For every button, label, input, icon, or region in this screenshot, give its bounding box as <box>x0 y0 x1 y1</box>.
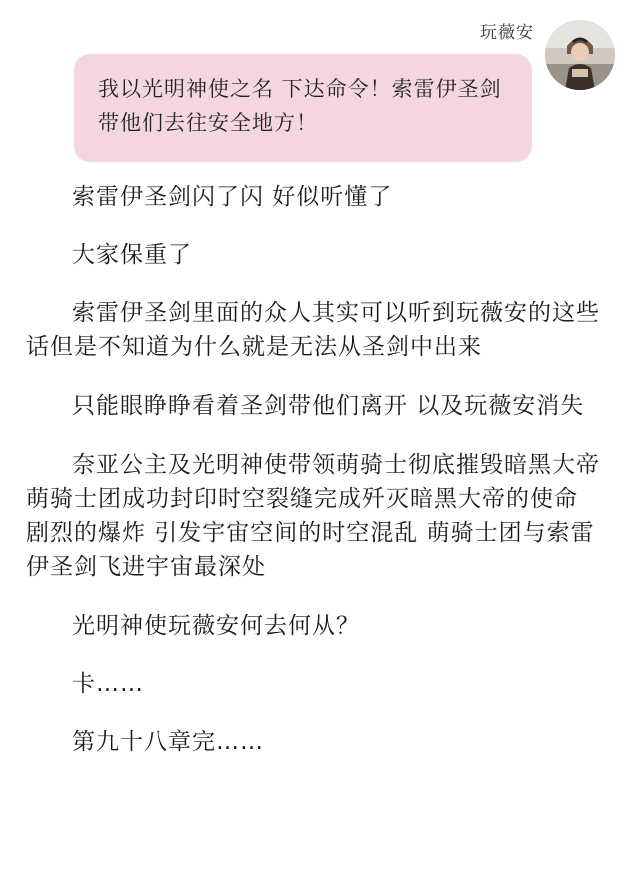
story-paragraph: 索雷伊圣剑里面的众人其实可以听到玩薇安的这些话但是不知道为什么就是无法从圣剑中出来 <box>26 300 600 360</box>
chapter-end-line: 第九十八章完…… <box>72 729 264 755</box>
speaker-name: 玩薇安 <box>480 23 534 43</box>
story-paragraph: 卡…… <box>72 671 144 697</box>
chat-bubble: 我以光明神使之名 下达命令！索雷伊圣剑带他们去往安全地方！ <box>74 54 532 162</box>
story-paragraph: 只能眼睁睁看着圣剑带他们离开 以及玩薇安消失 <box>72 393 585 419</box>
story-paragraph: 奈亚公主及光明神使带领萌骑士彻底摧毁暗黑大帝 萌骑士团成功封印时空裂缝完成歼灭暗黑大帝的使命 剧烈的爆炸 引发宇宙空间的时空混乱 萌骑士团与索雷伊圣剑飞进宇宙最深处 <box>26 452 600 580</box>
user-avatar-icon[interactable] <box>545 20 615 90</box>
story-paragraph: 索雷伊圣剑闪了闪 好似听懂了 <box>72 184 393 210</box>
story-paragraph: 光明神使玩薇安何去何从？ <box>72 613 360 639</box>
story-paragraph: 大家保重了 <box>72 242 192 268</box>
story-text <box>26 180 604 783</box>
